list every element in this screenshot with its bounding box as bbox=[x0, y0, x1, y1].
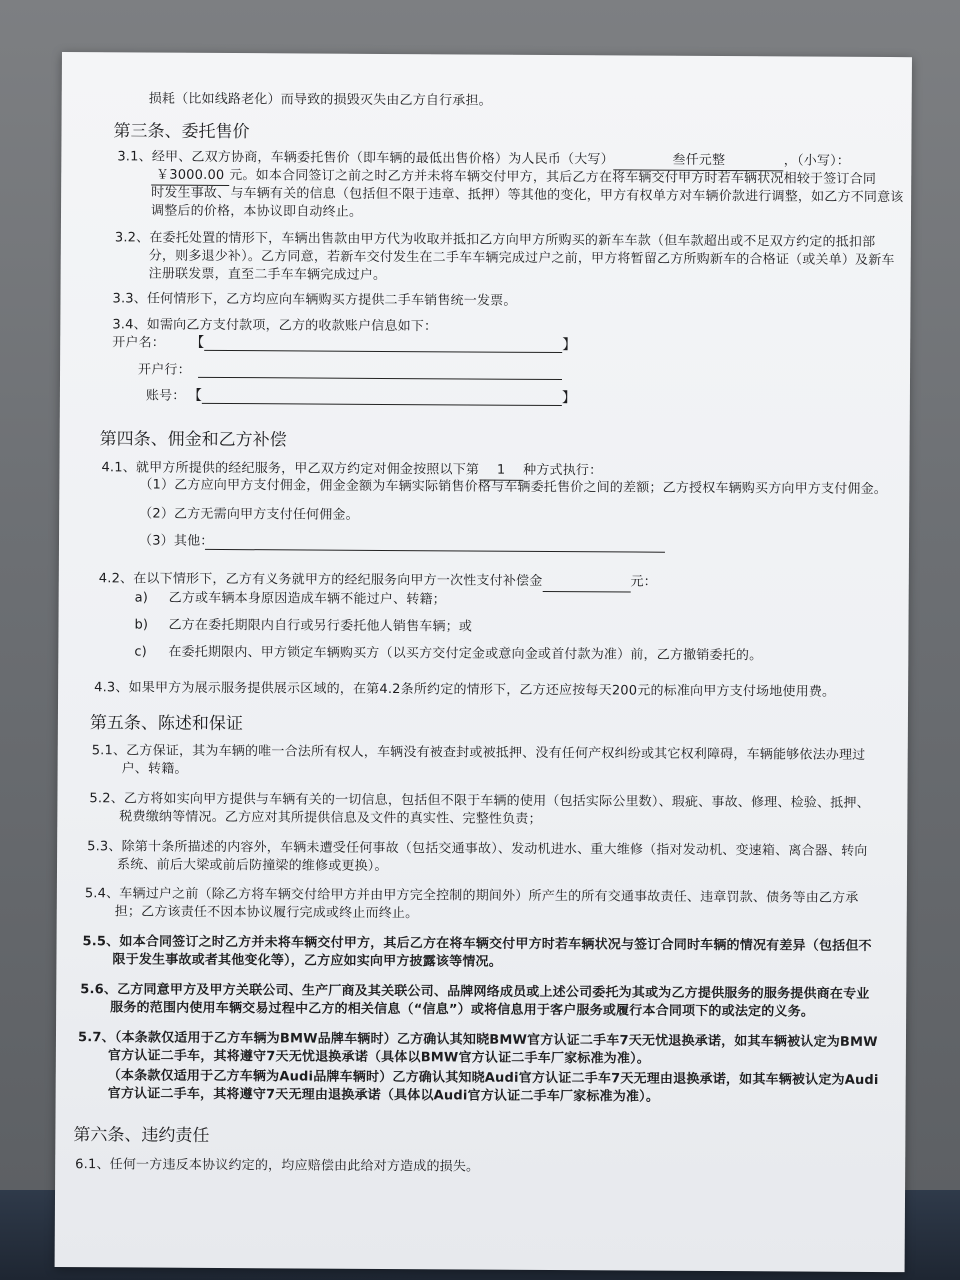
clause-5-7-line3: （本条款仅适用于乙方车辆为Audi品牌车辆时）乙方确认其知晓Audi官方认证二手车7天无理由退换承诺，如其车辆被认定为Audi bbox=[107, 1068, 879, 1089]
section-5-heading: 第五条、陈述和保证 bbox=[89, 713, 243, 735]
clause-5-1-line2: 户、转籍。 bbox=[121, 761, 188, 777]
clause-5-3-line2: 系统、前后大梁或前后防撞梁的维修或更换）。 bbox=[116, 857, 388, 875]
item-c-key: c) bbox=[134, 644, 148, 660]
price-uppercase-field[interactable]: 叁仟元整 bbox=[614, 151, 784, 171]
clause-5-4-line1: 5.4、车辆过户之前（除乙方将车辆交付给甲方并由甲方完全控制的期间外）所产生的所有交通事故责任、违章罚款、债务等由乙方承 bbox=[84, 886, 859, 906]
clause-4-3: 4.3、如果甲方为展示服务提供展示区域的，在第4.2条所约定的情形下，乙方还应按每天200元的标准向甲方支付场地使用费。 bbox=[94, 680, 836, 700]
clause-3-1-line3: 时发生事故、与车辆有关的信息（包括但不限于违章、抵押）等其他的变化，甲方有权单方对车辆价款进行调整，如乙方不同意该 bbox=[151, 185, 904, 206]
clause-5-3-line1: 5.3、除第十条所描述的内容外，车辆未遭受任何事故（包括交通事故）、发动机进水、重大维修（指对发动机、变速箱、离合器、转向 bbox=[87, 839, 868, 859]
clause-5-6-line1: 5.6、乙方同意甲方及甲方关联公司、生产厂商及其关联公司、品牌网络成员或上述公司委托为其或为乙方提供服务的服务提供商在专业 bbox=[80, 982, 870, 1002]
account-name-label: 开户名： bbox=[112, 335, 166, 351]
clause-5-5-line1: 5.5、如本合同签订之时乙方并未将车辆交付甲方，其后乙方在将车辆交付甲方时若车辆状况与签订合同时车辆的情况有差异（包括但不 bbox=[82, 934, 872, 954]
account-name-bracket-left: 【 bbox=[190, 334, 205, 351]
clause-4-1: 4.1、就甲方所提供的经纪服务，甲乙双方约定对佣金按照以下第 1 种方式执行： bbox=[101, 459, 602, 481]
item-c: 在委托期限内、甲方锁定车辆购买方（以买方交付定金或意向金或首付款为准）前，乙方撤销委托的。 bbox=[168, 644, 763, 664]
clause-5-7-line1: 5.7、（本条款仅适用于乙方车辆为BMW品牌车辆时）乙方确认其知晓BMW官方认证二手车7天无忧退换承诺，如其车辆被认定为BMW bbox=[77, 1030, 878, 1051]
account-number-label: 账号： bbox=[145, 388, 186, 404]
carryover-line: 损耗（比如线路老化）而导致的损毁灭失由乙方自行承担。 bbox=[148, 91, 492, 109]
section-4-heading: 第四条、佣金和乙方补偿 bbox=[99, 429, 287, 451]
item-a: 乙方或车辆本身原因造成车辆不能过户、转籍； bbox=[168, 590, 446, 608]
item-b: 乙方在委托期限内自行或另行委托他人销售车辆；或 bbox=[168, 617, 473, 635]
account-name-bracket-right: 】 bbox=[562, 337, 577, 354]
clause-3-3: 3.3、任何情形下，乙方均应向车辆购买方提供二手车销售统一发票。 bbox=[112, 291, 517, 309]
clause-5-1-line1: 5.1、乙方保证，其为车辆的唯一合法所有权人，车辆没有被查封或被抵押、没有任何产权纠纷或其它权利障碍，车辆能够依法办理过 bbox=[91, 743, 866, 763]
contract-page bbox=[55, 52, 912, 1272]
option-3-label: （3）其他： bbox=[138, 533, 214, 549]
clause-3-1-line1: 3.1、经甲、乙双方协商，车辆委托售价（即车辆的最低出售价格）为人民币（大写） 叁仟元整 ，（小写）： bbox=[117, 148, 850, 171]
clause-5-2-line2: 税费缴纳等情况。乙方应对其所提供信息及文件的真实性、完整性负责； bbox=[119, 809, 542, 827]
compensation-amount-field[interactable] bbox=[542, 573, 630, 593]
option-1: （1）乙方应向甲方支付佣金，佣金金额为车辆实际销售价格与车辆委托售价之间的差额；乙方授权车辆购买方向甲方支付佣金。 bbox=[139, 477, 888, 498]
clause-3-2-line2: 分，则多退少补）。乙方同意，若新车交付发生在二手车车辆完成过户之前，甲方将暂留乙方所购新车的合格证（或关单）及新车 bbox=[148, 248, 895, 269]
option-2: （2）乙方无需向甲方支付任何佣金。 bbox=[139, 506, 359, 523]
clause-4-2: 4.2、在以下情形下，乙方有义务就甲方的经纪服务向甲方一次性支付补偿金 元： bbox=[99, 570, 657, 592]
clause-5-7-line2: 官方认证二手车，其将遵守7天无忧退换承诺（具体以BMW官方认证二手车厂家标准为准）。 bbox=[107, 1048, 651, 1067]
item-a-key: a) bbox=[134, 590, 149, 606]
clause-3-1-line2: ￥3000.00 元。如本合同签订之前之时乙方并未将车辆交付甲方，其后乙方在将车辆交付甲方时若车辆状况相较于签订合同 bbox=[151, 167, 876, 190]
price-lowercase-field[interactable]: ￥3000.00 bbox=[151, 167, 229, 186]
clause-3-1-line4: 调整后的价格，本协议即自动终止。 bbox=[150, 203, 363, 220]
clause-5-5-line2: 限于发生事故或者其他变化等），乙方应如实向甲方披露该等情况。 bbox=[112, 952, 503, 970]
account-number-bracket-right: 】 bbox=[561, 390, 576, 407]
account-bank-label: 开户行： bbox=[138, 362, 191, 378]
item-b-key: b) bbox=[134, 617, 149, 633]
option-3-field[interactable] bbox=[205, 533, 665, 553]
clause-6-1: 6.1、任何一方违反本协议约定的，均应赔偿由此给对方造成的损失。 bbox=[75, 1157, 480, 1175]
commission-option-field[interactable]: 1 bbox=[479, 462, 523, 481]
account-bank-field[interactable] bbox=[198, 361, 562, 380]
clause-5-7-line4: 官方认证二手车，其将遵守7天无理由退换承诺（具体以Audi官方认证二手车厂家标准为准）。 bbox=[107, 1086, 660, 1105]
clause-5-6-line2: 服务的范围内使用车辆交易过程中乙方的相关信息（“信息”）或将信息用于客户服务或履行本合同项下的或法定的义务。 bbox=[110, 1000, 815, 1020]
account-number-field[interactable] bbox=[202, 387, 562, 406]
account-number-bracket-left: 【 bbox=[187, 387, 202, 404]
clause-5-2-line1: 5.2、乙方将如实向甲方提供与车辆有关的一切信息，包括但不限于车辆的使用（包括实际公里数）、瑕疵、事故、修理、检验、抵押、 bbox=[89, 791, 870, 811]
clause-3-4: 3.4、如需向乙方支付款项，乙方的收款账户信息如下： bbox=[112, 317, 438, 335]
clause-3-2-line1: 3.2、在委托处置的情形下，车辆出售款由甲方代为收取并抵扣乙方向甲方所购买的新车车款（但车款超出或不足双方约定的抵扣部 bbox=[114, 230, 876, 250]
clause-3-2-line3: 注册联发票，直至二手车车辆完成过户。 bbox=[148, 266, 387, 283]
account-name-field[interactable] bbox=[204, 334, 562, 353]
section-3-heading: 第三条、委托售价 bbox=[113, 121, 250, 143]
section-6-heading: 第六条、违约责任 bbox=[73, 1125, 210, 1146]
clause-5-4-line2: 担；乙方该责任不因本协议履行完成或终止而终止。 bbox=[114, 904, 419, 922]
